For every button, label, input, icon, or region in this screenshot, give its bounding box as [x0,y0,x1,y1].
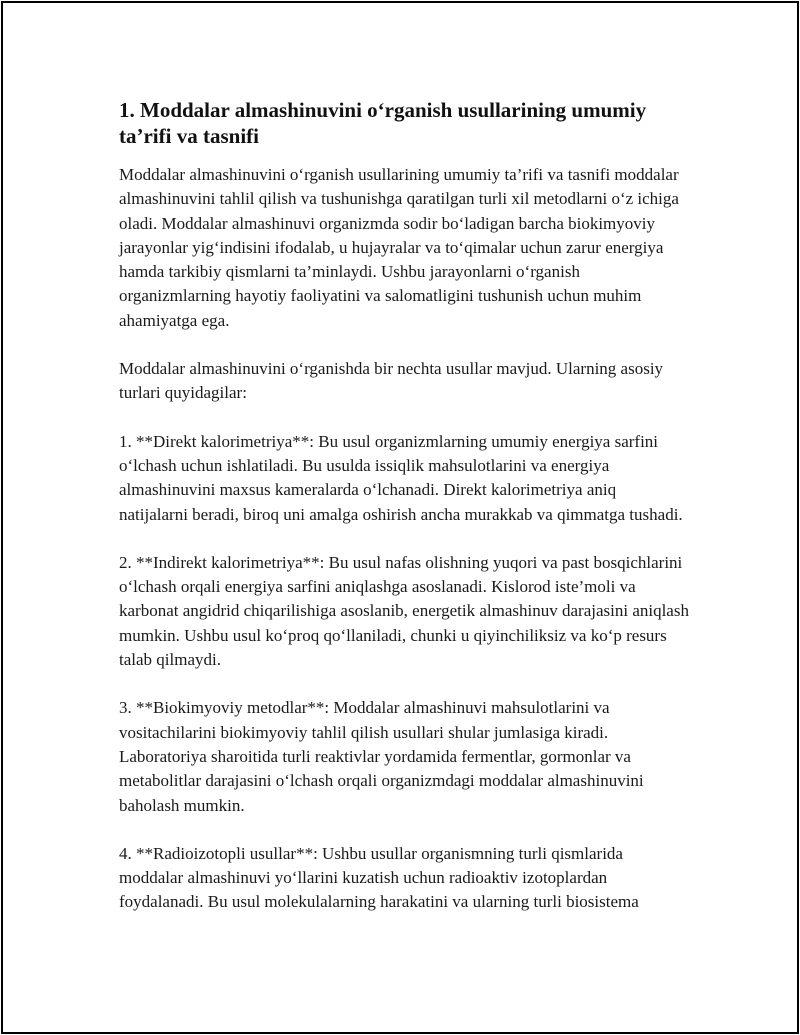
paragraph-methods-overview: Moddalar almashinuvini o‘rganishda bir nechta usullar mavjud. Ularning asosiy turlari quyidagilar: [119,359,664,403]
paragraph-radioisotope-methods: 4. **Radioizotopli usullar**: Ushbu usullar organismning turli qismlarida moddalar almashinuvi yo‘llarini kuzatish uchun radioaktiv izotoplardan foydalanadi. Bu usul molekulalarning harakatini va ularning turli biosistema [119,843,639,912]
paragraph-direct-calorimetry: 1. **Direkt kalorimetriya**: Bu usul organizmlarning umumiy energiya sarfini o‘lchash uchun ishlatiladi. Bu usulda issiqlik mahsulotlarini va energiya almashinuvini maxsus kameralarda o‘lchanadi. Direkt kalorimetriya aniq natijalarni beradi, biroq uni amalga oshirish ancha murakkab va qimmatga tushadi. [119,431,683,524]
paragraph-indirect-calorimetry: 2. **Indirekt kalorimetriya**: Bu usul nafas olishning yuqori va past bosqichlarini o‘lchash orqali energiya sarfini aniqlashga asoslanadi. Kislorod iste’moli va karbonat angidrid chiqarilishiga asoslanib, energetik almashinuv darajasini aniqlash mumkin. Ushbu usul ko‘proq qo‘llaniladi, chunki u qiyinchiliksiz va ko‘p resurs talab qilmaydi. [119,552,689,670]
document-page [1,1,799,1034]
paragraph-biochemical-methods: 3. **Biokimyoviy metodlar**: Moddalar almashinuvi mahsulotlarini va vositachilarini biokimyoviy tahlil qilish usullari shular jumlasiga kiradi. Laboratoriya sharoitida turli reaktivlar yordamida fermentlar, gormonlar va metabolitlar darajasini o‘lchash orqali organizmdagi moddalar almashinuvini baholash mumkin. [119,698,644,815]
section-heading: 1. Moddalar almashinuvini o‘rganish usullarining umumiy ta’rifi va tasnifi [119,98,647,148]
paragraph-intro: Moddalar almashinuvini o‘rganish usullarining umumiy ta’rifi va tasnifi moddalar almashinuvini tahlil qilish va tushunishga qaratilgan turli xil metodlarni o‘z ichiga oladi. Moddalar almashinuvi organizmda sodir bo‘ladigan barcha biokimyoviy jarayonlar yig‘indisini ifodalab, u hujayralar va to‘qimalar uchun zarur energiya hamda tarkibiy qismlarni ta’minlaydi. Ushbu jarayonlarni o‘rganish organizmlarning hayotiy faoliyatini va salomatligini tushunish uchun muhim ahamiyatga ega. [119,165,679,330]
document-body [119,97,689,939]
